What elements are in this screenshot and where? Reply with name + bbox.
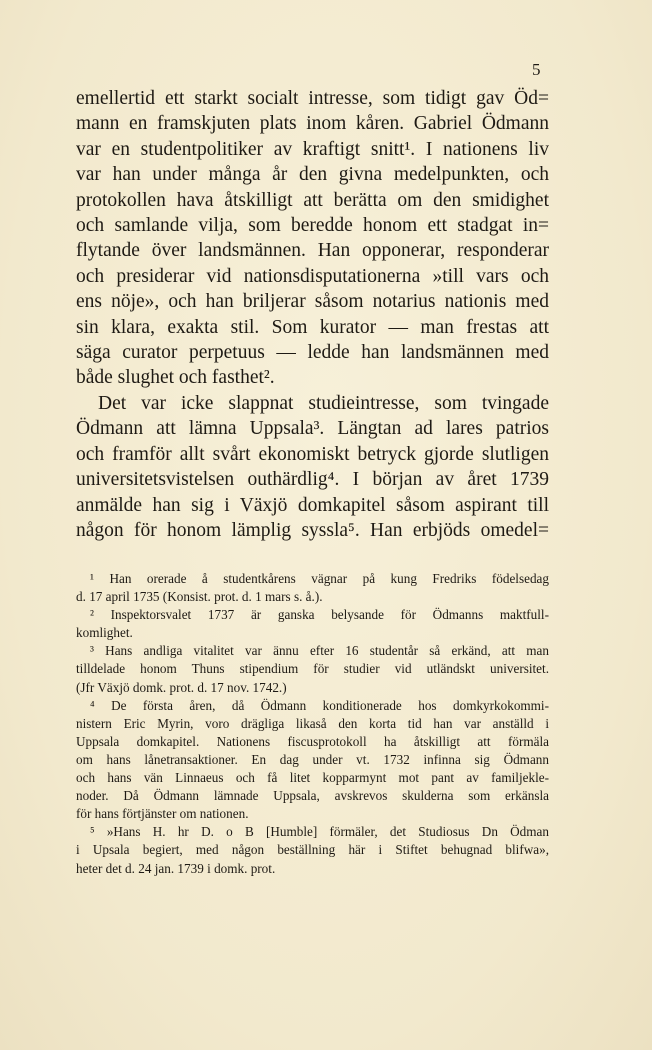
footnote-line: noder. Då Ödmann lämnade Uppsala, avskrevos skulderna som erkänsla — [76, 788, 549, 804]
footnote-line: nistern Eric Myrin, voro drägliga likaså den korta tid han var anställd i — [76, 715, 549, 731]
footnotes — [76, 570, 549, 878]
body-line: protokollen hava åtskilligt att berätta om den smidighet — [76, 189, 549, 211]
footnote-line: om hans lånetransaktioner. En dag under vt. 1732 infinna sig Ödmann — [76, 751, 549, 767]
footnote-line: komlighet. — [76, 625, 133, 641]
footnote-line: heter det d. 24 jan. 1739 i domk. prot. — [76, 860, 276, 876]
body-line: och presiderar vid nationsdisputationerna »till vars och — [76, 265, 549, 287]
footnote-line: ⁴ De första åren, då Ödmann konditionerade hos domkyrkokommi- — [90, 697, 549, 713]
page-number: 5 — [532, 60, 541, 79]
body-line: ens nöje», och han briljerar såsom notarius nationis med — [76, 291, 549, 313]
body-line: universitetsvistelsen outhärdlig⁴. I början av året 1739 — [76, 469, 549, 491]
footnote-line: tilldelade honom Thuns stipendium för studier vid utländskt universitet. — [76, 661, 549, 677]
body-line: sin klara, exakta stil. Som kurator — man frestas att — [76, 316, 549, 338]
body-line: emellertid ett starkt socialt intresse, som tidigt gav Öd= — [76, 88, 549, 109]
footnote-line: ¹ Han orerade å studentkårens vägnar på kung Fredriks födelsedag — [90, 571, 549, 586]
body-line: flytande över landsmännen. Han opponerar, responderar — [76, 240, 549, 262]
footnote-line: (Jfr Växjö domk. prot. d. 17 nov. 1742.) — [76, 679, 287, 695]
footnote-line: i Upsala begiert, med någon beställning här i Stiftet behugnad blifwa», — [76, 842, 549, 858]
footnote-line: ⁵ »Hans H. hr D. o B [Humble] förmäler, det Studiosus Dn Ödman — [90, 824, 549, 840]
footnote-line: ³ Hans andliga vitalitet var ännu efter 16 studentår så erkänd, att man — [90, 643, 549, 659]
body-line: säga curator perpetuus — ledde han landsmännen med — [76, 342, 549, 364]
body-line: var han under många år den givna medelpunkten, och — [76, 164, 549, 186]
body-line: mann en framskjuten plats inom kåren. Gabriel Ödmann — [76, 113, 549, 135]
footnote-line: för hans förtjänster om nationen. — [76, 806, 249, 822]
body-line: både slughet och fasthet². — [76, 367, 275, 389]
body-line: anmälde han sig i Växjö domkapitel såsom aspirant till — [76, 494, 549, 516]
body-text — [76, 86, 549, 543]
body-line: Ödmann att lämna Uppsala³. Längtan ad lares patrios — [76, 418, 549, 440]
body-line: någon för honom lämplig syssla⁵. Han erbjöds omedel= — [76, 519, 549, 541]
body-line: var en studentpolitiker av kraftigt snitt¹. I nationens liv — [76, 138, 549, 160]
footnote-line: och hans vän Linnaeus och få litet kopparmynt mot pant av familjekle- — [76, 770, 549, 786]
body-line: Det var icke slappnat studieintresse, som tvingade — [98, 392, 549, 414]
body-line: och samlande vilja, som beredde honom ett stadgat in= — [76, 215, 549, 237]
footnote-line: ² Inspektorsvalet 1737 är ganska belysande för Ödmanns maktfull- — [90, 607, 549, 623]
footnote-line: Uppsala domkapitel. Nationens fiscusprotokoll ha åtskilligt att förmäla — [76, 733, 549, 749]
footnote-line: d. 17 april 1735 (Konsist. prot. d. 1 mars s. å.). — [76, 589, 323, 605]
body-line: och framför allt svårt ekonomiskt betryck gjorde slutligen — [76, 443, 549, 465]
